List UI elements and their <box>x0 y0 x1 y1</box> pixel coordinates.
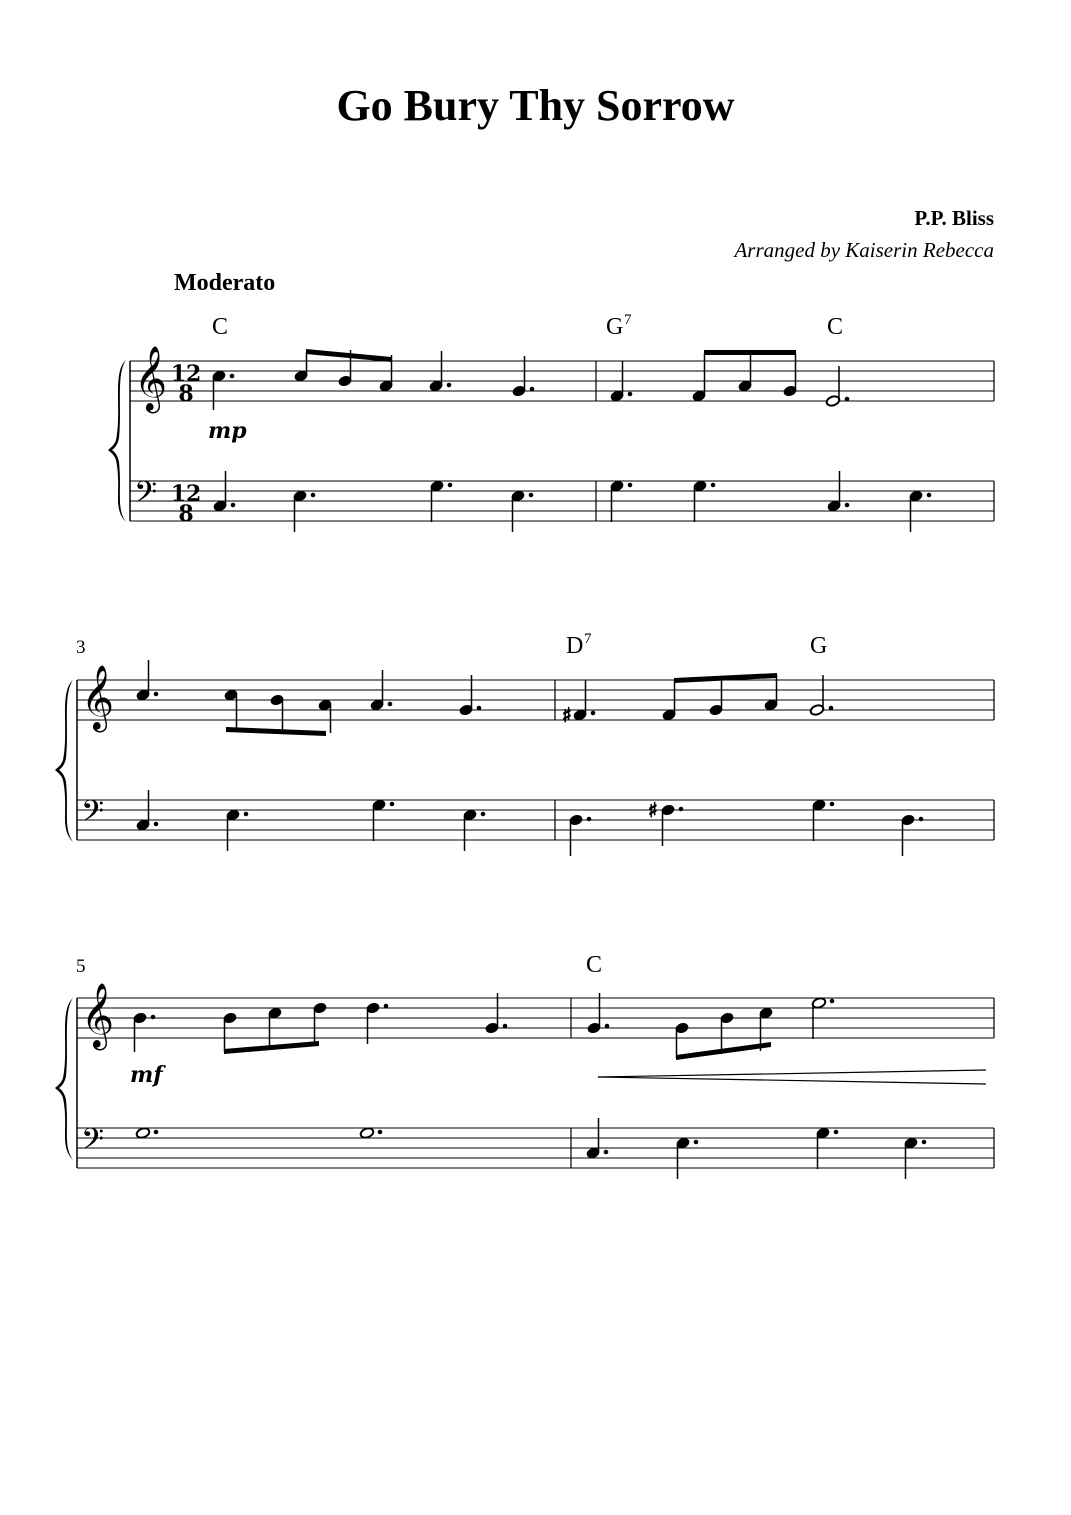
brace <box>55 998 73 1160</box>
dynamic-marking: mf <box>130 1062 163 1088</box>
sharp-accidental: ♯ <box>648 798 658 822</box>
chord-symbol: G <box>810 633 828 659</box>
chord-symbol: D <box>566 633 584 659</box>
time-signature-bottom: 8 <box>178 381 194 407</box>
time-signature-top: 12 <box>170 361 202 387</box>
treble-clef: 𝄞 <box>81 983 115 1048</box>
time-signature-bottom: 8 <box>178 501 194 527</box>
brace <box>55 680 73 842</box>
bass-staff <box>77 800 994 840</box>
treble-staff <box>77 998 994 1038</box>
chord-symbol: G <box>606 314 624 340</box>
treble-notes <box>133 993 834 1060</box>
treble-notes <box>136 660 833 736</box>
bass-staff <box>130 481 994 521</box>
treble-clef: 𝄞 <box>81 665 115 730</box>
treble-clef: 𝄞 <box>134 346 168 411</box>
measure-number: 3 <box>76 637 86 658</box>
tempo-marking: Moderato <box>174 270 276 296</box>
chord-superscript: 7 <box>624 312 632 328</box>
bass-clef: 𝄢 <box>81 795 105 836</box>
chord-symbol: C <box>212 314 229 340</box>
system-3 <box>55 952 994 1179</box>
chord-symbol: C <box>827 314 844 340</box>
dynamic-marking: mp <box>208 418 247 444</box>
chord-superscript: 7 <box>584 631 592 647</box>
composer: P.P. Bliss <box>914 206 994 230</box>
brace <box>108 360 126 522</box>
decrescendo-hairpin <box>598 1070 986 1084</box>
treble-staff <box>77 680 994 720</box>
system-1 <box>108 312 994 532</box>
page-title: Go Bury Thy Sorrow <box>336 81 735 130</box>
bass-clef: 𝄢 <box>134 476 158 517</box>
system-2 <box>55 631 994 856</box>
time-signature-top: 12 <box>170 481 202 507</box>
chord-symbol: C <box>586 952 603 978</box>
sharp-accidental: ♯ <box>562 703 572 727</box>
bass-staff <box>77 1128 994 1168</box>
arranger: Arranged by Kaiserin Rebecca <box>734 238 994 262</box>
bass-clef: 𝄢 <box>81 1123 105 1164</box>
treble-staff <box>130 361 994 401</box>
measure-number: 5 <box>76 956 86 977</box>
